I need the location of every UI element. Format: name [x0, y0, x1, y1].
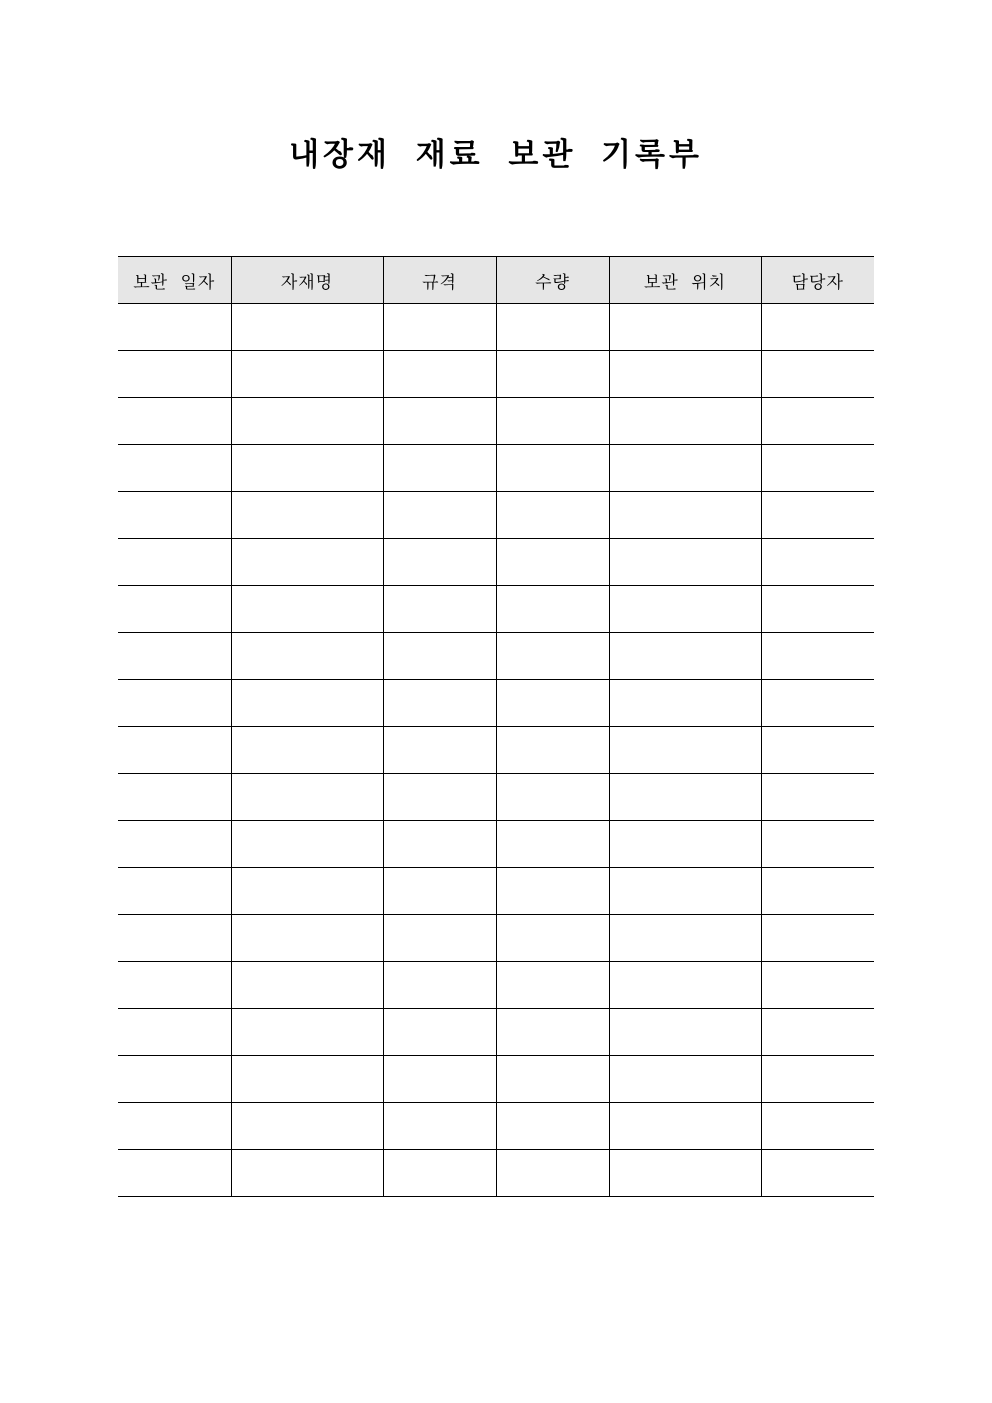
- cell-specification[interactable]: [383, 774, 496, 821]
- cell-storage-date[interactable]: [118, 1150, 231, 1197]
- table-row: [118, 539, 874, 586]
- cell-storage-location[interactable]: [609, 915, 761, 962]
- header-quantity: 수량: [496, 257, 609, 304]
- table-row: [118, 680, 874, 727]
- cell-material-name[interactable]: [231, 351, 383, 398]
- cell-material-name[interactable]: [231, 304, 383, 351]
- cell-person-in-charge[interactable]: [761, 1103, 874, 1150]
- cell-quantity[interactable]: [496, 586, 609, 633]
- cell-specification[interactable]: [383, 398, 496, 445]
- table-row: [118, 351, 874, 398]
- cell-quantity[interactable]: [496, 727, 609, 774]
- cell-material-name[interactable]: [231, 586, 383, 633]
- table-row: [118, 1009, 874, 1056]
- cell-specification[interactable]: [383, 962, 496, 1009]
- cell-specification[interactable]: [383, 680, 496, 727]
- cell-storage-date[interactable]: [118, 586, 231, 633]
- cell-storage-location[interactable]: [609, 398, 761, 445]
- cell-storage-date[interactable]: [118, 915, 231, 962]
- cell-specification[interactable]: [383, 821, 496, 868]
- cell-quantity[interactable]: [496, 445, 609, 492]
- header-storage-date: 보관 일자: [118, 257, 231, 304]
- cell-quantity[interactable]: [496, 398, 609, 445]
- table-body: [118, 304, 874, 1197]
- cell-quantity[interactable]: [496, 774, 609, 821]
- table-row: [118, 492, 874, 539]
- cell-material-name[interactable]: [231, 1150, 383, 1197]
- cell-person-in-charge[interactable]: [761, 915, 874, 962]
- cell-specification[interactable]: [383, 492, 496, 539]
- cell-person-in-charge[interactable]: [761, 492, 874, 539]
- cell-storage-location[interactable]: [609, 1150, 761, 1197]
- cell-storage-date[interactable]: [118, 304, 231, 351]
- table-row: [118, 445, 874, 492]
- table-row: [118, 398, 874, 445]
- document-title: 내장재 재료 보관 기록부: [289, 137, 703, 173]
- cell-quantity[interactable]: [496, 633, 609, 680]
- cell-storage-location[interactable]: [609, 1103, 761, 1150]
- cell-quantity[interactable]: [496, 1103, 609, 1150]
- cell-storage-location[interactable]: [609, 539, 761, 586]
- storage-record-table: [118, 256, 874, 1197]
- table-row: [118, 915, 874, 962]
- cell-specification[interactable]: [383, 539, 496, 586]
- table-row: [118, 868, 874, 915]
- cell-person-in-charge[interactable]: [761, 351, 874, 398]
- cell-specification[interactable]: [383, 633, 496, 680]
- table-header-row: [118, 257, 874, 304]
- cell-storage-location[interactable]: [609, 492, 761, 539]
- cell-quantity[interactable]: [496, 680, 609, 727]
- cell-material-name[interactable]: [231, 1056, 383, 1103]
- cell-specification[interactable]: [383, 304, 496, 351]
- table-row: [118, 727, 874, 774]
- cell-person-in-charge[interactable]: [761, 727, 874, 774]
- cell-storage-location[interactable]: [609, 774, 761, 821]
- header-specification: 규격: [383, 257, 496, 304]
- header-storage-location: 보관 위치: [609, 257, 761, 304]
- cell-person-in-charge[interactable]: [761, 398, 874, 445]
- cell-storage-location[interactable]: [609, 962, 761, 1009]
- cell-storage-location[interactable]: [609, 680, 761, 727]
- cell-quantity[interactable]: [496, 821, 609, 868]
- cell-material-name[interactable]: [231, 539, 383, 586]
- cell-storage-date[interactable]: [118, 821, 231, 868]
- cell-storage-location[interactable]: [609, 1009, 761, 1056]
- cell-person-in-charge[interactable]: [761, 821, 874, 868]
- cell-storage-location[interactable]: [609, 445, 761, 492]
- table-row: [118, 1056, 874, 1103]
- cell-quantity[interactable]: [496, 868, 609, 915]
- cell-storage-location[interactable]: [609, 351, 761, 398]
- cell-quantity[interactable]: [496, 304, 609, 351]
- cell-quantity[interactable]: [496, 1150, 609, 1197]
- cell-quantity[interactable]: [496, 539, 609, 586]
- cell-storage-date[interactable]: [118, 492, 231, 539]
- cell-material-name[interactable]: [231, 774, 383, 821]
- cell-storage-date[interactable]: [118, 1009, 231, 1056]
- cell-material-name[interactable]: [231, 868, 383, 915]
- cell-storage-date[interactable]: [118, 962, 231, 1009]
- table-row: [118, 304, 874, 351]
- cell-specification[interactable]: [383, 1056, 496, 1103]
- table-row: [118, 821, 874, 868]
- cell-material-name[interactable]: [231, 962, 383, 1009]
- cell-storage-date[interactable]: [118, 774, 231, 821]
- cell-person-in-charge[interactable]: [761, 1056, 874, 1103]
- cell-person-in-charge[interactable]: [761, 1150, 874, 1197]
- header-person-in-charge: 담당자: [761, 257, 874, 304]
- table-row: [118, 586, 874, 633]
- cell-storage-location[interactable]: [609, 821, 761, 868]
- cell-material-name[interactable]: [231, 1009, 383, 1056]
- cell-storage-location[interactable]: [609, 633, 761, 680]
- table-row: [118, 1103, 874, 1150]
- cell-storage-date[interactable]: [118, 351, 231, 398]
- cell-specification[interactable]: [383, 1009, 496, 1056]
- table-row: [118, 1150, 874, 1197]
- cell-storage-date[interactable]: [118, 1056, 231, 1103]
- cell-storage-date[interactable]: [118, 868, 231, 915]
- cell-material-name[interactable]: [231, 398, 383, 445]
- cell-storage-location[interactable]: [609, 727, 761, 774]
- table-row: [118, 633, 874, 680]
- cell-material-name[interactable]: [231, 915, 383, 962]
- cell-storage-date[interactable]: [118, 680, 231, 727]
- cell-specification[interactable]: [383, 868, 496, 915]
- cell-quantity[interactable]: [496, 1009, 609, 1056]
- cell-quantity[interactable]: [496, 962, 609, 1009]
- cell-person-in-charge[interactable]: [761, 962, 874, 1009]
- table-row: [118, 962, 874, 1009]
- cell-storage-location[interactable]: [609, 304, 761, 351]
- cell-person-in-charge[interactable]: [761, 680, 874, 727]
- cell-material-name[interactable]: [231, 445, 383, 492]
- cell-specification[interactable]: [383, 915, 496, 962]
- cell-quantity[interactable]: [496, 915, 609, 962]
- cell-storage-date[interactable]: [118, 445, 231, 492]
- cell-quantity[interactable]: [496, 492, 609, 539]
- cell-person-in-charge[interactable]: [761, 1009, 874, 1056]
- cell-storage-date[interactable]: [118, 1103, 231, 1150]
- cell-material-name[interactable]: [231, 633, 383, 680]
- cell-person-in-charge[interactable]: [761, 774, 874, 821]
- cell-specification[interactable]: [383, 586, 496, 633]
- cell-storage-location[interactable]: [609, 586, 761, 633]
- cell-person-in-charge[interactable]: [761, 633, 874, 680]
- cell-material-name[interactable]: [231, 680, 383, 727]
- cell-material-name[interactable]: [231, 727, 383, 774]
- cell-person-in-charge[interactable]: [761, 586, 874, 633]
- cell-person-in-charge[interactable]: [761, 445, 874, 492]
- cell-storage-date[interactable]: [118, 539, 231, 586]
- cell-storage-location[interactable]: [609, 868, 761, 915]
- cell-specification[interactable]: [383, 351, 496, 398]
- cell-specification[interactable]: [383, 1150, 496, 1197]
- cell-material-name[interactable]: [231, 492, 383, 539]
- cell-storage-location[interactable]: [609, 1056, 761, 1103]
- header-material-name: 자재명: [231, 257, 383, 304]
- cell-storage-date[interactable]: [118, 398, 231, 445]
- cell-specification[interactable]: [383, 1103, 496, 1150]
- cell-material-name[interactable]: [231, 1103, 383, 1150]
- table-row: [118, 774, 874, 821]
- cell-material-name[interactable]: [231, 821, 383, 868]
- cell-quantity[interactable]: [496, 351, 609, 398]
- cell-person-in-charge[interactable]: [761, 539, 874, 586]
- cell-storage-date[interactable]: [118, 727, 231, 774]
- cell-person-in-charge[interactable]: [761, 868, 874, 915]
- cell-specification[interactable]: [383, 727, 496, 774]
- cell-specification[interactable]: [383, 445, 496, 492]
- cell-storage-date[interactable]: [118, 633, 231, 680]
- cell-person-in-charge[interactable]: [761, 304, 874, 351]
- cell-quantity[interactable]: [496, 1056, 609, 1103]
